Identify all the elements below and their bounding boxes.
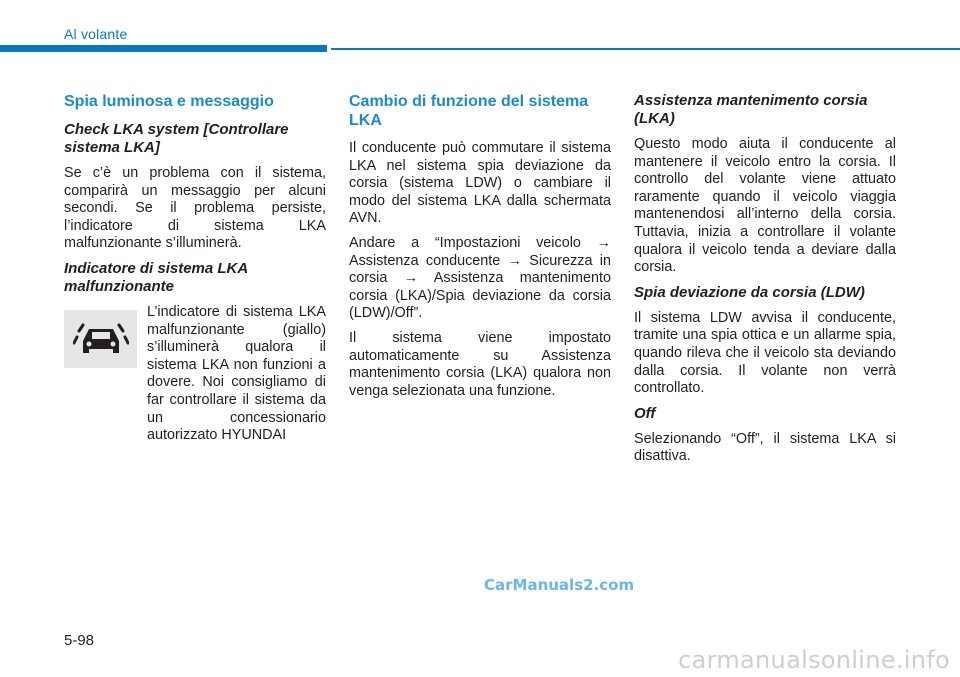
footer-site-watermark: carmanualsonline.info xyxy=(678,646,950,674)
paragraph-ldw: Il sistema LDW avvisa il conducente, tramite una spia ottica e un allarme spia, quando rileva che il veicolo sta deviando dalla corsia. Il volante non verrà controllato. xyxy=(634,309,896,397)
paragraph-check-lka: Se c’è un problema con il sistema, comparirà un messaggio per alcuni secondi. Se il problema persiste, l’indicatore di sistema LKA malfunzionante s’illuminerà. xyxy=(64,165,326,252)
heading-warning-light: Spia luminosa e messaggio xyxy=(64,93,274,110)
header-rule-thick xyxy=(0,45,327,52)
subheading-lka: Assistenza mantenimento corsia (LKA) xyxy=(634,92,868,127)
subheading-off: Off xyxy=(634,404,656,422)
subheading-malfunction-indicator: Indicatore di sistema LKA malfunzionante xyxy=(64,259,248,295)
watermark-carmanuals2[interactable]: CarManuals2.com xyxy=(484,576,635,594)
subheading-ldw: Spia deviazione da corsia (LDW) xyxy=(634,283,865,301)
paragraph-default-mode: Il sistema viene impostato automaticamente su Assistenza mantenimento corsia (LKA) qualora non venga selezionata una funzione. xyxy=(349,329,611,399)
page-number: 5-98 xyxy=(64,632,95,649)
paragraph-off: Selezionando “Off”, il sistema LKA si disattiva. xyxy=(634,430,896,465)
paragraph-lka: Questo modo aiuta il conducente al mantenere il veicolo entro la corsia. Il controllo del volante viene attuato raramente quando il veicolo viaggia mantenendosi all’interno della corsia. Tuttavia, inizia a controllare il volante qualora il veicolo tenda a deviare dalla corsia. xyxy=(634,136,896,276)
paragraph-switch-mode: Il conducente può commutare il sistema LKA nel sistema spia deviazione da corsia (sistema LDW) o cambiare il modo del sistema LKA dalla schermata AVN. xyxy=(349,140,611,227)
paragraph-settings-path: Andare a “Impostazioni veicolo → Assistenza conducente → Sicurezza in corsia → Assistenza mantenimento corsia (LKA)/Spia deviazione da corsia (LDW)/Off”. xyxy=(349,234,611,322)
column-1 xyxy=(64,92,326,445)
lka-malfunction-icon xyxy=(64,310,137,368)
section-label: Al volante xyxy=(64,26,128,42)
heading-change-function: Cambio di funzione del sistema LKA xyxy=(349,93,589,129)
column-3 xyxy=(634,92,896,473)
paragraph-malfunction-indicator: L’indicatore di sistema LKA malfunzionante (giallo) s’illuminerà qualora il sistema LKA non funzioni a dovere. Noi consigliamo di far controllare il sistema da un concessionario autorizzato HYUNDAI xyxy=(147,303,326,444)
header-rule-thin xyxy=(331,48,960,50)
malfunction-indicator-row xyxy=(64,304,326,445)
subheading-check-lka: Check LKA system [Controllare sistema LKA] xyxy=(64,121,289,156)
column-2 xyxy=(349,92,611,407)
